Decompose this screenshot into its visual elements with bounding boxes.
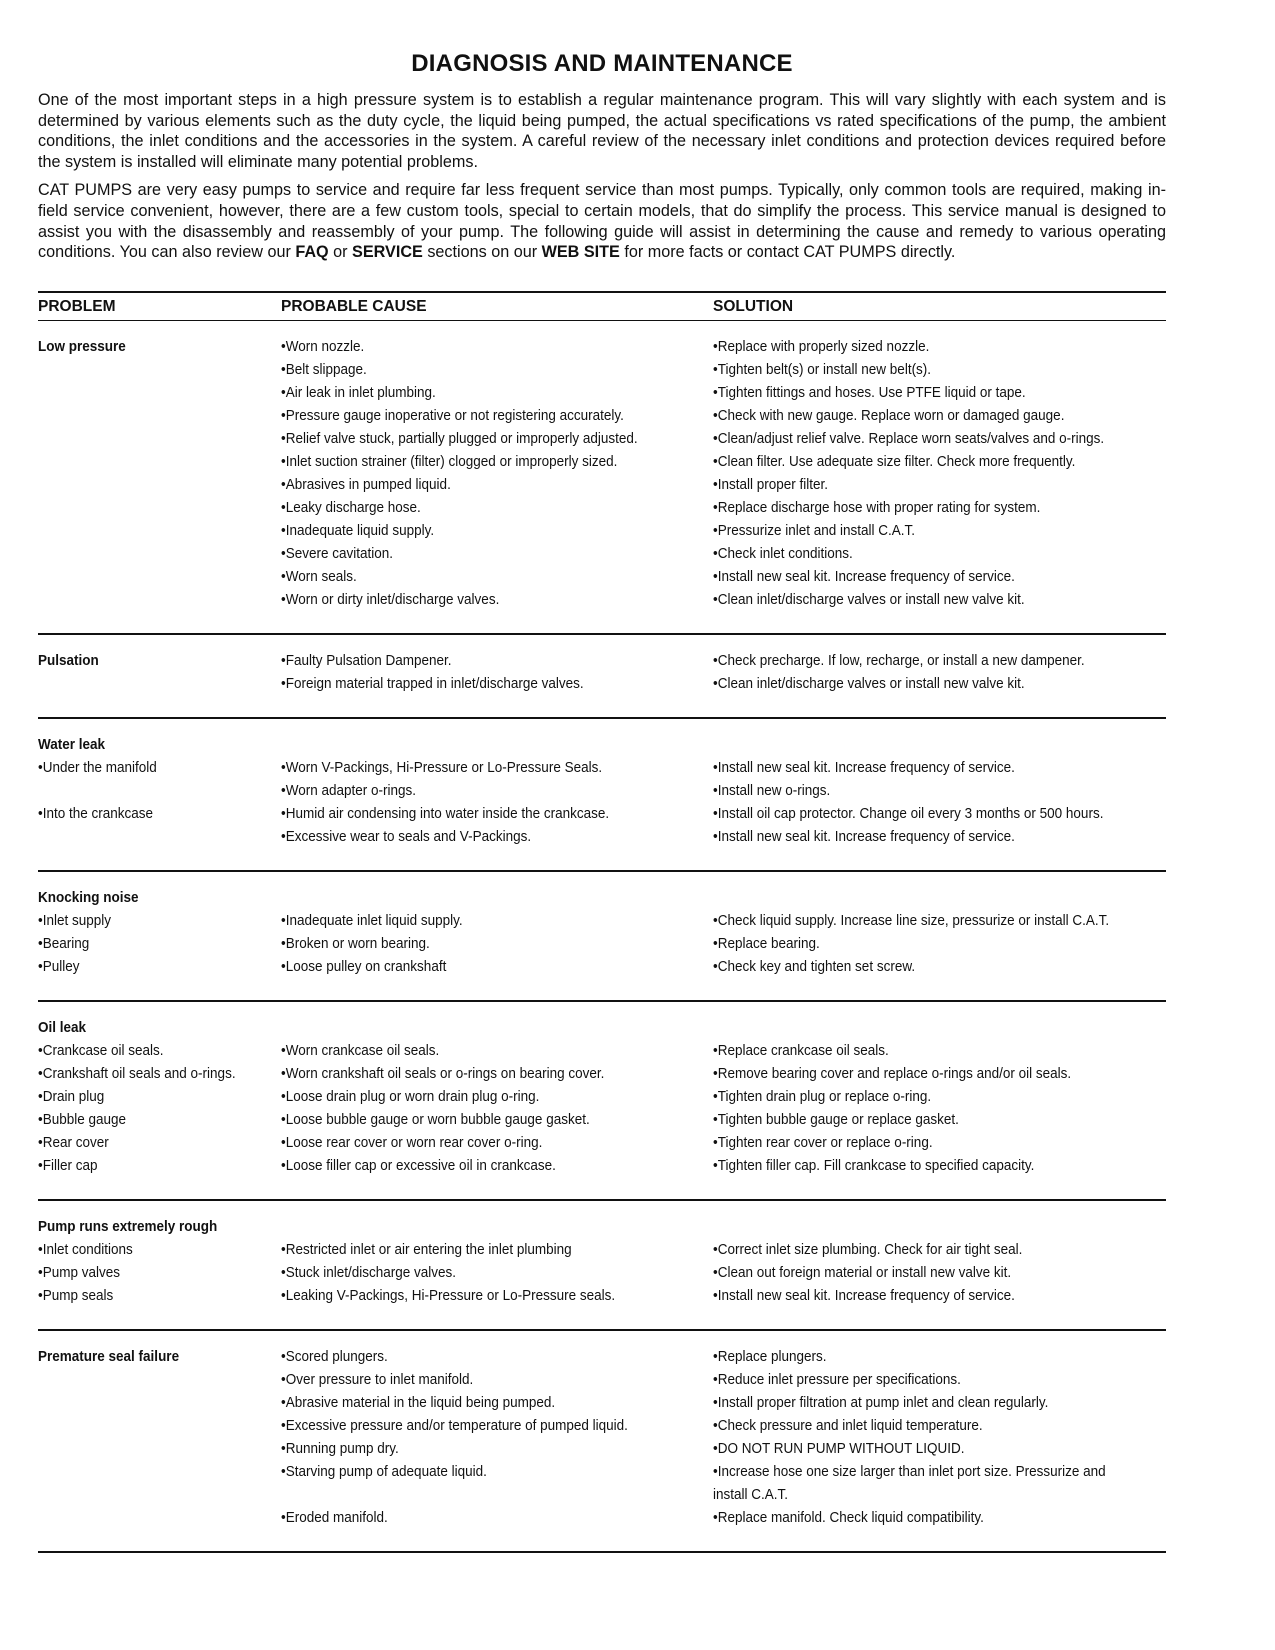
table-row xyxy=(38,381,1166,404)
solution-cell: •Install new seal kit. Increase frequency of service. xyxy=(713,567,1015,585)
problem-cell xyxy=(38,1414,281,1437)
intro-paragraph-2 xyxy=(38,180,1166,262)
table-row xyxy=(38,588,1166,611)
solution-cell: •Install proper filter. xyxy=(713,475,829,493)
solution-cell: •Replace crankcase oil seals. xyxy=(713,1041,889,1059)
table-row xyxy=(38,335,1166,358)
cause-cell: •Excessive pressure and/or temperature of pumped liquid. xyxy=(281,1416,628,1434)
problem-cell: •Pump seals xyxy=(38,1286,114,1304)
solution-cell: •Replace with properly sized nozzle. xyxy=(713,337,930,355)
header-problem: PROBLEM xyxy=(38,297,116,315)
solution-cell: •Remove bearing cover and replace o-rings and/or oil seals. xyxy=(713,1064,1072,1082)
cause-cell: •Worn crankcase oil seals. xyxy=(281,1041,440,1059)
solution-cell: •Tighten rear cover or replace o-ring. xyxy=(713,1133,933,1151)
table-section xyxy=(38,321,1166,635)
table-row xyxy=(38,1016,1166,1039)
problem-cell xyxy=(38,1483,281,1506)
problem-cell xyxy=(38,1368,281,1391)
cause-cell: •Air leak in inlet plumbing. xyxy=(281,383,436,401)
table-row xyxy=(38,1261,1166,1284)
solution-cell: •Install oil cap protector. Change oil every 3 months or 500 hours. xyxy=(713,804,1104,822)
cause-cell: •Worn or dirty inlet/discharge valves. xyxy=(281,590,500,608)
cause-cell: •Pressure gauge inoperative or not registering accurately. xyxy=(281,406,624,424)
solution-cell: •Tighten belt(s) or install new belt(s). xyxy=(713,360,932,378)
problem-cell: Knocking noise xyxy=(38,888,139,906)
problem-cell: •Pump valves xyxy=(38,1263,121,1281)
problem-cell: Low pressure xyxy=(38,337,126,355)
cause-cell: •Eroded manifold. xyxy=(281,1508,388,1526)
solution-cell: •DO NOT RUN PUMP WITHOUT LIQUID. xyxy=(713,1439,965,1457)
problem-cell: •Crankcase oil seals. xyxy=(38,1041,164,1059)
problem-cell: •Bubble gauge xyxy=(38,1110,127,1128)
problem-cell xyxy=(38,404,281,427)
table-section xyxy=(38,719,1166,872)
cause-cell xyxy=(281,1215,713,1238)
solution-cell: •Clean/adjust relief valve. Replace worn seats/valves and o-rings. xyxy=(713,429,1105,447)
header-probable-cause: PROBABLE CAUSE xyxy=(281,297,427,315)
intro-text-or: or xyxy=(328,243,353,262)
solution-cell: •Pressurize inlet and install C.A.T. xyxy=(713,521,916,539)
cause-cell xyxy=(281,1016,713,1039)
problem-cell: •Into the crankcase xyxy=(38,804,154,822)
problem-cell: Water leak xyxy=(38,735,106,753)
intro-text-a: CAT PUMPS are very easy pumps to service and require far less frequent service than most pumps. Typically, only common tools are required, making in-field service convenient, however, there are a few custom tools, special to certain models, that do simplify the process. This service manual is designed to assist you with the disassembly and reassembly of your pump. The following guide will assist in determining the cause and remedy to various operating conditions. You can also review our xyxy=(38,181,1166,262)
problem-cell xyxy=(38,672,281,695)
table-section xyxy=(38,1002,1166,1201)
problem-cell xyxy=(38,358,281,381)
table-row xyxy=(38,733,1166,756)
table-section xyxy=(38,1201,1166,1331)
solution-cell: •Clean inlet/discharge valves or install new valve kit. xyxy=(713,674,1025,692)
table-row xyxy=(38,932,1166,955)
cause-cell xyxy=(281,733,713,756)
cause-cell: •Loose filler cap or excessive oil in crankcase. xyxy=(281,1156,556,1174)
problem-cell xyxy=(38,565,281,588)
solution-cell: •Install new seal kit. Increase frequency of service. xyxy=(713,827,1015,845)
table-row xyxy=(38,649,1166,672)
faq-text: FAQ xyxy=(295,243,329,262)
table-row xyxy=(38,519,1166,542)
problem-cell: •Rear cover xyxy=(38,1133,109,1151)
table-body xyxy=(38,321,1166,1553)
table-row xyxy=(38,427,1166,450)
cause-cell: •Stuck inlet/discharge valves. xyxy=(281,1263,457,1281)
cause-cell: •Worn V-Packings, Hi-Pressure or Lo-Pressure Seals. xyxy=(281,758,603,776)
table-row xyxy=(38,542,1166,565)
solution-cell xyxy=(713,733,1166,756)
solution-cell: •Install new seal kit. Increase frequency of service. xyxy=(713,758,1015,776)
cause-cell: •Humid air condensing into water inside the crankcase. xyxy=(281,804,610,822)
solution-cell: •Reduce inlet pressure per specifications. xyxy=(713,1370,961,1388)
problem-cell xyxy=(38,1460,281,1483)
cause-cell: •Running pump dry. xyxy=(281,1439,399,1457)
cause-cell: •Worn crankshaft oil seals or o-rings on bearing cover. xyxy=(281,1064,605,1082)
problem-cell xyxy=(38,1506,281,1529)
page-title: DIAGNOSIS AND MAINTENANCE xyxy=(411,50,793,77)
cause-cell: •Inlet suction strainer (filter) clogged or improperly sized. xyxy=(281,452,618,470)
problem-cell: •Bearing xyxy=(38,934,90,952)
solution-cell: •Replace bearing. xyxy=(713,934,820,952)
document-page xyxy=(38,0,1166,1553)
table-row xyxy=(38,473,1166,496)
table-row xyxy=(38,1345,1166,1368)
table-row xyxy=(38,825,1166,848)
cause-cell: •Loose bubble gauge or worn bubble gauge gasket. xyxy=(281,1110,590,1128)
table-row xyxy=(38,955,1166,978)
solution-cell: •Check inlet conditions. xyxy=(713,544,853,562)
problem-cell: •Pulley xyxy=(38,957,80,975)
header-solution: SOLUTION xyxy=(713,297,794,315)
solution-cell: •Install proper filtration at pump inlet and clean regularly. xyxy=(713,1393,1049,1411)
problem-cell: Pump runs extremely rough xyxy=(38,1217,218,1235)
solution-cell: •Tighten drain plug or replace o-ring. xyxy=(713,1087,932,1105)
cause-cell: •Faulty Pulsation Dampener. xyxy=(281,651,452,669)
problem-cell xyxy=(38,825,281,848)
table-row xyxy=(38,1062,1166,1085)
solution-cell: •Replace discharge hose with proper rating for system. xyxy=(713,498,1041,516)
cause-cell: •Inadequate liquid supply. xyxy=(281,521,435,539)
table-row xyxy=(38,886,1166,909)
service-text: SERVICE xyxy=(352,243,423,262)
table-row xyxy=(38,1108,1166,1131)
table-header xyxy=(38,293,1166,321)
solution-cell: •Check with new gauge. Replace worn or damaged gauge. xyxy=(713,406,1065,424)
intro-paragraph-1: One of the most important steps in a high pressure system is to establish a regular maintenance program. This will vary slightly with each system and is determined by various elements such as the duty cycle, the liquid being pumped, the actual specifications vs rated specifications of the pump, the ambient conditions, the inlet conditions and the accessories in the system. A careful review of the necessary inlet conditions and protection devices required before the system is installed will eliminate many potential problems. xyxy=(38,91,1166,171)
table-row xyxy=(38,1085,1166,1108)
troubleshooting-table xyxy=(38,291,1166,1553)
problem-cell xyxy=(38,779,281,802)
cause-cell: •Foreign material trapped in inlet/discharge valves. xyxy=(281,674,584,692)
table-row xyxy=(38,909,1166,932)
problem-cell xyxy=(38,427,281,450)
table-row xyxy=(38,450,1166,473)
table-row xyxy=(38,1437,1166,1460)
problem-cell xyxy=(38,381,281,404)
table-row xyxy=(38,1483,1166,1506)
problem-cell: Premature seal failure xyxy=(38,1347,180,1365)
problem-cell xyxy=(38,496,281,519)
problem-cell: •Under the manifold xyxy=(38,758,157,776)
solution-cell: •Correct inlet size plumbing. Check for air tight seal. xyxy=(713,1240,1023,1258)
problem-cell: •Drain plug xyxy=(38,1087,105,1105)
problem-cell xyxy=(38,519,281,542)
intro-text-c: for more facts or contact CAT PUMPS directly. xyxy=(619,243,956,262)
table-section xyxy=(38,1331,1166,1553)
table-row xyxy=(38,1506,1166,1529)
table-row xyxy=(38,404,1166,427)
table-section xyxy=(38,635,1166,719)
solution-cell xyxy=(713,1016,1166,1039)
cause-cell: •Belt slippage. xyxy=(281,360,367,378)
table-row xyxy=(38,1368,1166,1391)
problem-cell xyxy=(38,1391,281,1414)
cause-cell: •Over pressure to inlet manifold. xyxy=(281,1370,474,1388)
solution-cell: •Replace plungers. xyxy=(713,1347,827,1365)
cause-cell: •Abrasive material in the liquid being pumped. xyxy=(281,1393,556,1411)
cause-cell: •Leaking V-Packings, Hi-Pressure or Lo-Pressure seals. xyxy=(281,1286,616,1304)
cause-cell: •Leaky discharge hose. xyxy=(281,498,421,516)
table-row xyxy=(38,565,1166,588)
problem-cell xyxy=(38,542,281,565)
cause-cell: •Loose pulley on crankshaft xyxy=(281,957,447,975)
table-row xyxy=(38,756,1166,779)
problem-cell: •Inlet conditions xyxy=(38,1240,133,1258)
solution-cell: •Replace manifold. Check liquid compatibility. xyxy=(713,1508,984,1526)
intro-text-b: sections on our xyxy=(422,243,542,262)
cause-cell: •Severe cavitation. xyxy=(281,544,394,562)
table-row xyxy=(38,802,1166,825)
problem-cell: Oil leak xyxy=(38,1018,87,1036)
problem-cell xyxy=(38,450,281,473)
cause-cell: •Worn nozzle. xyxy=(281,337,365,355)
solution-cell xyxy=(713,1215,1166,1238)
table-row xyxy=(38,1391,1166,1414)
cause-cell xyxy=(281,886,713,909)
table-row xyxy=(38,779,1166,802)
solution-cell: •Tighten bubble gauge or replace gasket. xyxy=(713,1110,959,1128)
cause-cell: •Loose rear cover or worn rear cover o-ring. xyxy=(281,1133,543,1151)
cause-cell: •Scored plungers. xyxy=(281,1347,388,1365)
solution-cell: •Tighten fittings and hoses. Use PTFE liquid or tape. xyxy=(713,383,1026,401)
problem-cell: Pulsation xyxy=(38,651,99,669)
cause-cell: •Excessive wear to seals and V-Packings. xyxy=(281,827,532,845)
cause-cell: •Worn seals. xyxy=(281,567,357,585)
cause-cell: •Broken or worn bearing. xyxy=(281,934,430,952)
problem-cell: •Filler cap xyxy=(38,1156,98,1174)
cause-cell: •Inadequate inlet liquid supply. xyxy=(281,911,463,929)
solution-cell xyxy=(713,886,1166,909)
cause-cell: •Worn adapter o-rings. xyxy=(281,781,417,799)
table-row xyxy=(38,672,1166,695)
problem-cell xyxy=(38,473,281,496)
cause-cell: •Starving pump of adequate liquid. xyxy=(281,1462,487,1480)
solution-cell: •Check key and tighten set screw. xyxy=(713,957,916,975)
table-row xyxy=(38,1284,1166,1307)
table-row xyxy=(38,1039,1166,1062)
solution-cell: •Check pressure and inlet liquid temperature. xyxy=(713,1416,983,1434)
table-row xyxy=(38,1414,1166,1437)
table-row xyxy=(38,1238,1166,1261)
table-row xyxy=(38,358,1166,381)
cause-cell: •Relief valve stuck, partially plugged or improperly adjusted. xyxy=(281,429,638,447)
table-row xyxy=(38,1215,1166,1238)
web-site-text: WEB SITE xyxy=(541,243,620,262)
cause-cell: •Loose drain plug or worn drain plug o-ring. xyxy=(281,1087,540,1105)
solution-cell: •Tighten filler cap. Fill crankcase to specified capacity. xyxy=(713,1156,1035,1174)
solution-cell: •Check liquid supply. Increase line size, pressurize or install C.A.T. xyxy=(713,911,1110,929)
cause-cell: •Abrasives in pumped liquid. xyxy=(281,475,451,493)
solution-cell: •Check precharge. If low, recharge, or install a new dampener. xyxy=(713,651,1085,669)
table-row xyxy=(38,496,1166,519)
solution-cell: •Clean filter. Use adequate size filter. Check more frequently. xyxy=(713,452,1076,470)
table-row xyxy=(38,1154,1166,1177)
problem-cell: •Crankshaft oil seals and o-rings. xyxy=(38,1064,236,1082)
problem-cell: •Inlet supply xyxy=(38,911,112,929)
solution-cell: •Increase hose one size larger than inlet port size. Pressurize and xyxy=(713,1462,1106,1480)
solution-cell: •Clean inlet/discharge valves or install new valve kit. xyxy=(713,590,1025,608)
table-row xyxy=(38,1131,1166,1154)
table-row xyxy=(38,1460,1166,1483)
problem-cell xyxy=(38,588,281,611)
solution-cell: •Install new seal kit. Increase frequency of service. xyxy=(713,1286,1015,1304)
solution-cell: •Clean out foreign material or install new valve kit. xyxy=(713,1263,1012,1281)
solution-cell: •Install new o-rings. xyxy=(713,781,831,799)
solution-cell: install C.A.T. xyxy=(713,1485,789,1503)
table-section xyxy=(38,872,1166,1002)
cause-cell: •Restricted inlet or air entering the inlet plumbing xyxy=(281,1240,572,1258)
problem-cell xyxy=(38,1437,281,1460)
cause-cell xyxy=(281,1483,713,1506)
